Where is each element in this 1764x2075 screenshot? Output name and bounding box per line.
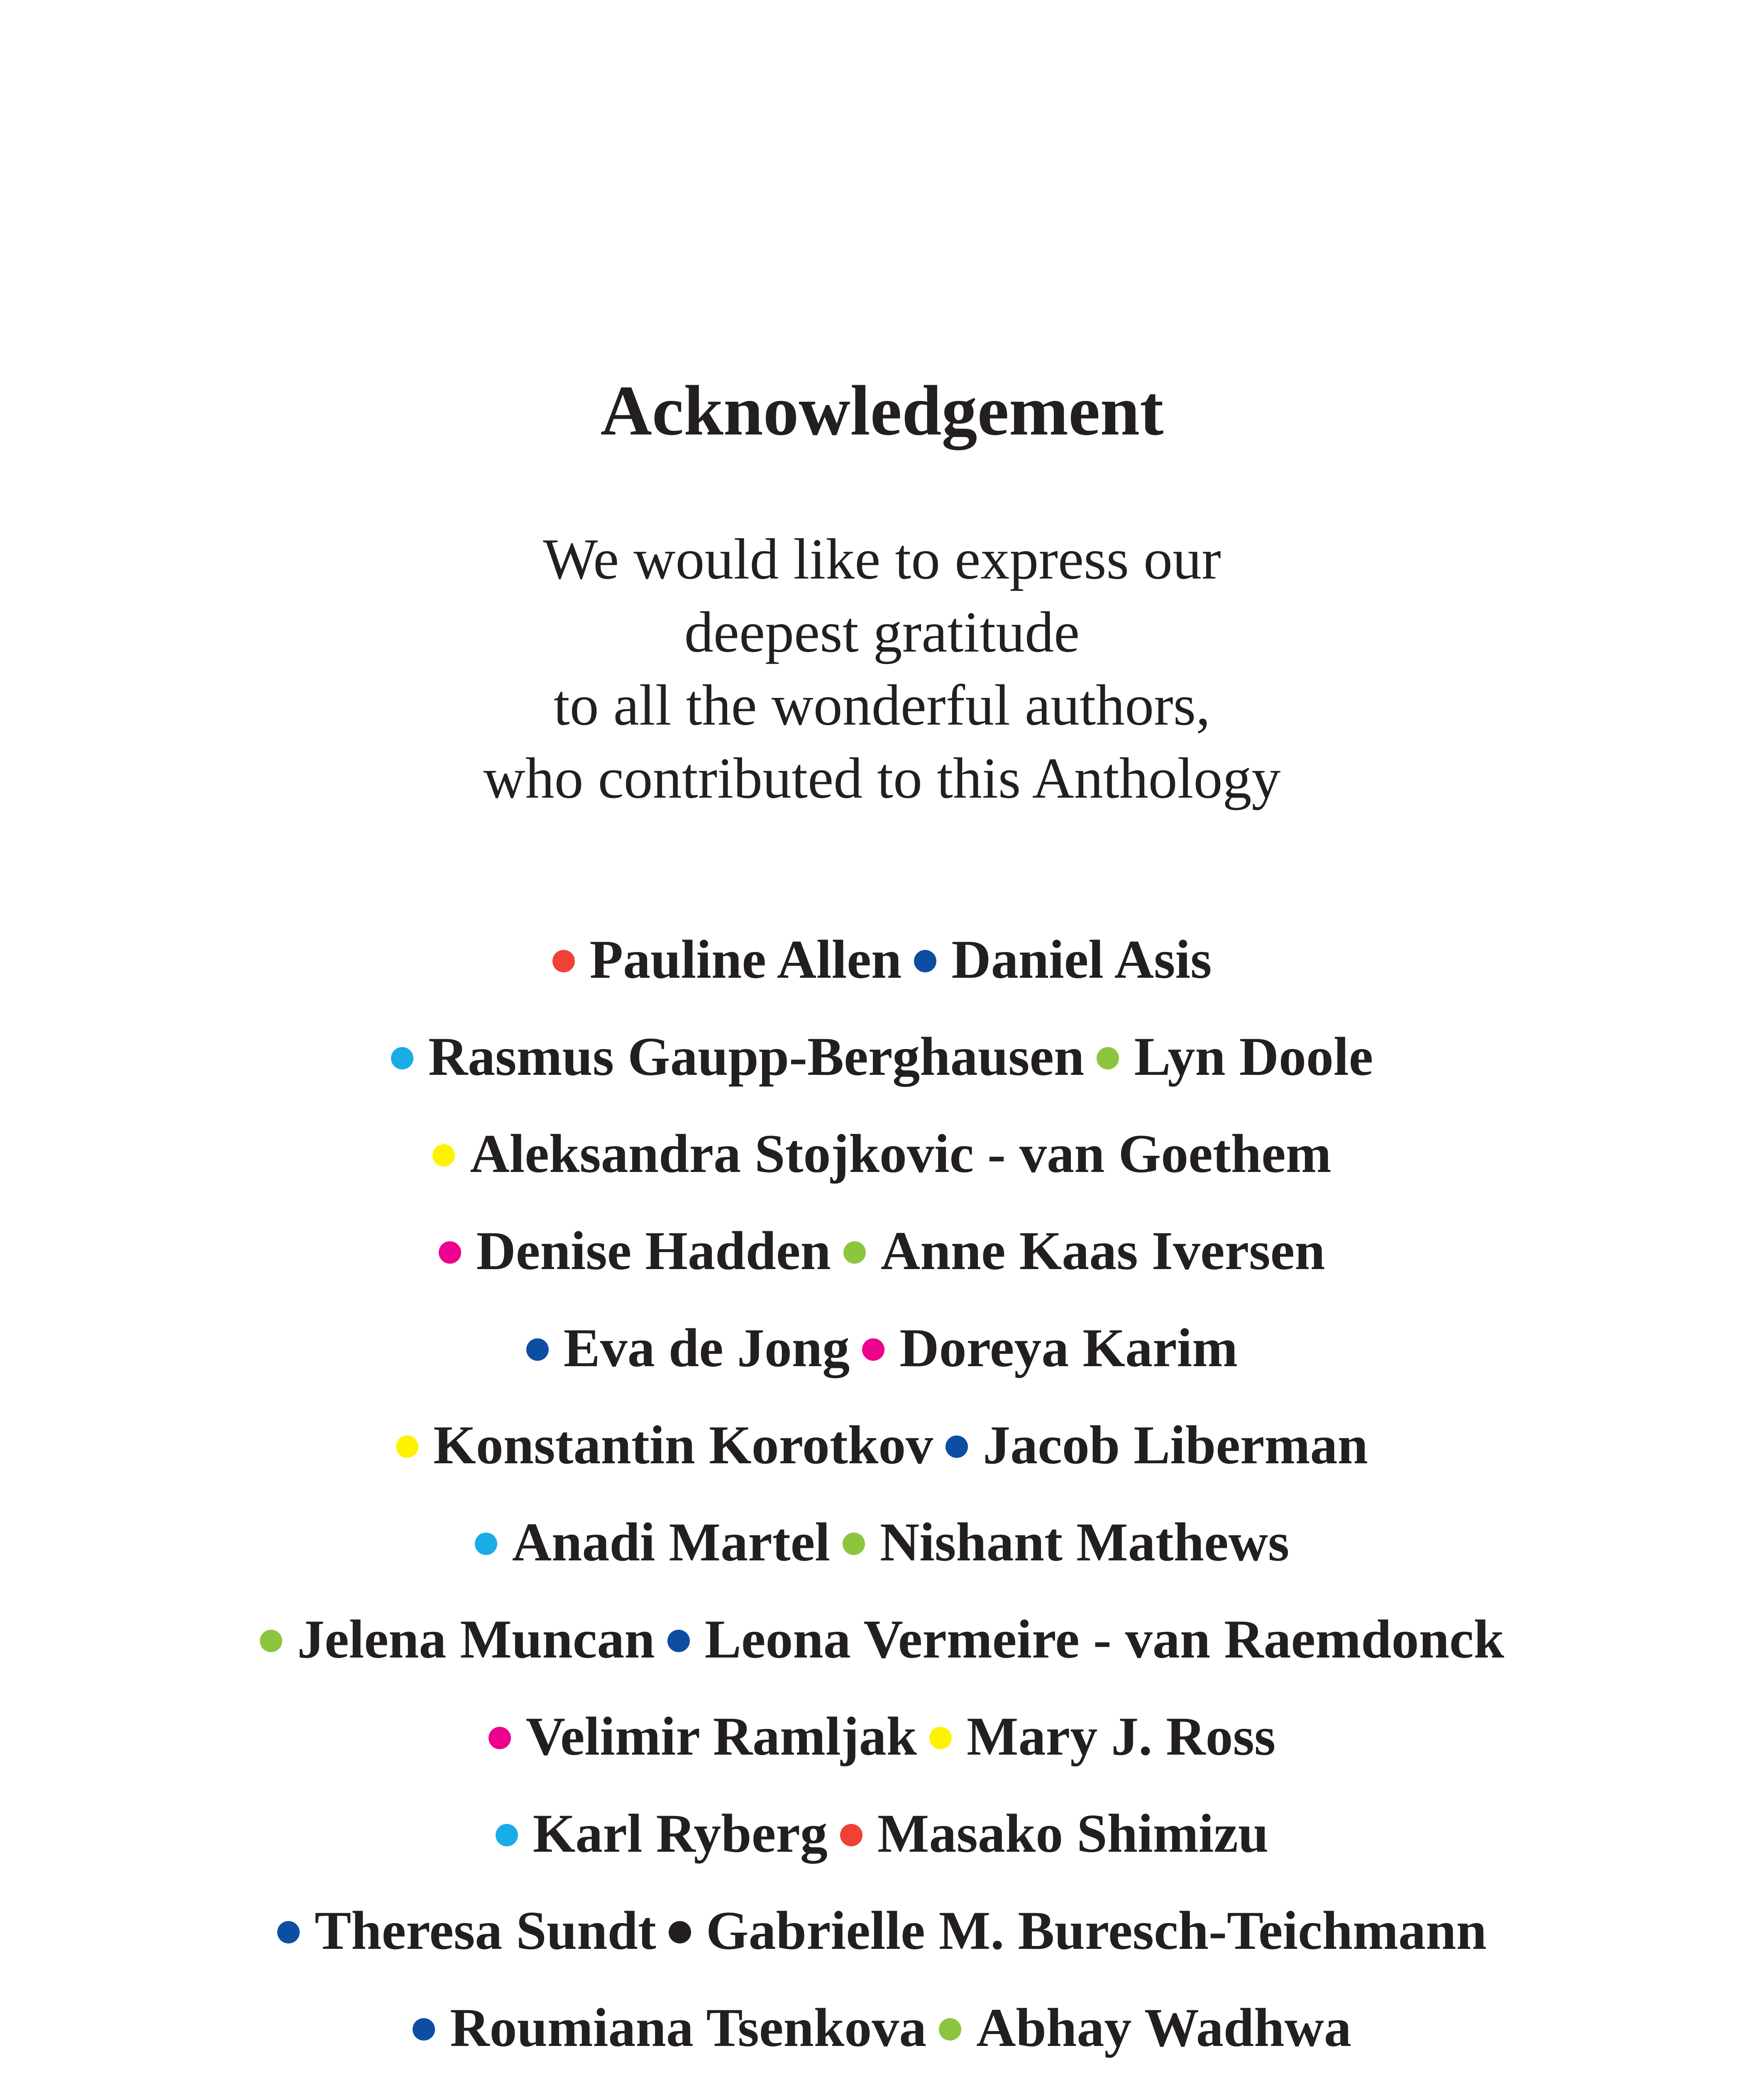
bullet-dot-icon (914, 950, 936, 972)
author-entry (260, 1591, 655, 1688)
author-entry (843, 1202, 1325, 1299)
author-entry (396, 1396, 933, 1494)
bullet-dot-icon (496, 1824, 518, 1846)
bullet-dot-icon (667, 1630, 690, 1652)
intro-text (0, 523, 1764, 815)
author-name: Lyn Doole (1134, 1026, 1373, 1087)
author-entry (843, 1494, 1289, 1591)
author-name: Daniel Asis (951, 929, 1212, 990)
author-row (0, 1688, 1764, 1785)
author-row (0, 1591, 1764, 1688)
author-row (0, 1882, 1764, 1979)
bullet-dot-icon (862, 1338, 884, 1361)
bullet-dot-icon (843, 1533, 865, 1555)
author-name: Roumiana Tsenkova (450, 1997, 927, 2058)
author-entry (840, 1785, 1269, 1882)
author-entry (526, 1299, 850, 1396)
author-entry (496, 1785, 828, 1882)
bullet-dot-icon (1097, 1047, 1119, 1069)
author-name: Mary J. Ross (967, 1706, 1276, 1767)
bullet-dot-icon (439, 1241, 461, 1264)
bullet-dot-icon (475, 1533, 497, 1555)
author-name: Velimir Ramljak (525, 1706, 917, 1767)
author-name: Anne Kaas Iversen (880, 1220, 1325, 1281)
bullet-dot-icon (260, 1630, 282, 1652)
author-entry (946, 1396, 1368, 1494)
author-row (0, 1105, 1764, 1202)
author-name: Gabrielle M. Buresch-Teichmann (706, 1900, 1487, 1961)
author-name: Denise Hadden (476, 1220, 831, 1281)
bullet-dot-icon (277, 1921, 300, 1943)
author-name: Anadi Martel (512, 1511, 830, 1572)
bullet-dot-icon (840, 1824, 862, 1846)
author-name: Eva de Jong (563, 1317, 850, 1378)
bullet-dot-icon (669, 1921, 691, 1943)
author-name: Leona Vermeire - van Raemdonck (704, 1609, 1504, 1670)
author-entry (939, 1979, 1351, 2075)
author-entry (432, 1105, 1331, 1202)
author-name: Masako Shimizu (877, 1803, 1269, 1864)
author-name: Jelena Muncan (297, 1609, 655, 1670)
author-name: Doreya Karim (899, 1317, 1238, 1378)
author-entry (552, 911, 902, 1008)
author-name: Konstantin Korotkov (433, 1414, 933, 1475)
page-title: Acknowledgement (600, 371, 1164, 450)
author-row (0, 1979, 1764, 2075)
author-entry (277, 1882, 656, 1979)
author-row (0, 911, 1764, 1008)
author-entry (669, 1882, 1487, 1979)
author-name: Nishant Mathews (880, 1511, 1290, 1572)
bullet-dot-icon (552, 950, 575, 972)
author-name: Aleksandra Stojkovic - van Goethem (470, 1123, 1332, 1184)
author-name: Pauline Allen (589, 929, 902, 990)
author-entry (475, 1494, 830, 1591)
bullet-dot-icon (939, 2018, 961, 2041)
author-row (0, 1202, 1764, 1299)
bullet-dot-icon (843, 1241, 866, 1264)
author-name: Theresa Sundt (315, 1900, 656, 1961)
author-entry (1097, 1008, 1373, 1105)
author-row (0, 1299, 1764, 1396)
author-entry (489, 1688, 917, 1785)
author-entry (439, 1202, 831, 1299)
author-entry (391, 1008, 1085, 1105)
author-name: Rasmus Gaupp-Berghausen (428, 1026, 1085, 1087)
bullet-dot-icon (526, 1338, 549, 1361)
author-entry (667, 1591, 1504, 1688)
bullet-dot-icon (413, 2018, 435, 2041)
author-name: Karl Ryberg (533, 1803, 828, 1864)
author-entry (914, 911, 1212, 1008)
author-row (0, 1396, 1764, 1494)
author-name: Jacob Liberman (983, 1414, 1368, 1475)
bullet-dot-icon (432, 1144, 455, 1167)
author-name: Abhay Wadhwa (976, 1997, 1351, 2058)
bullet-dot-icon (396, 1435, 418, 1458)
bullet-dot-icon (929, 1727, 952, 1749)
author-list (0, 911, 1764, 2075)
intro-line: deepest gratitude (684, 600, 1080, 664)
bullet-dot-icon (489, 1727, 511, 1749)
author-entry (862, 1299, 1238, 1396)
author-row (0, 1008, 1764, 1105)
author-entry (929, 1688, 1275, 1785)
intro-line: to all the wonderful authors, (553, 673, 1211, 737)
intro-line: who contributed to this Anthology (483, 746, 1281, 810)
bullet-dot-icon (946, 1435, 968, 1458)
author-row (0, 1494, 1764, 1591)
intro-line: We would like to express our (543, 527, 1221, 591)
author-entry (413, 1979, 926, 2075)
bullet-dot-icon (391, 1047, 413, 1069)
author-row (0, 1785, 1764, 1882)
